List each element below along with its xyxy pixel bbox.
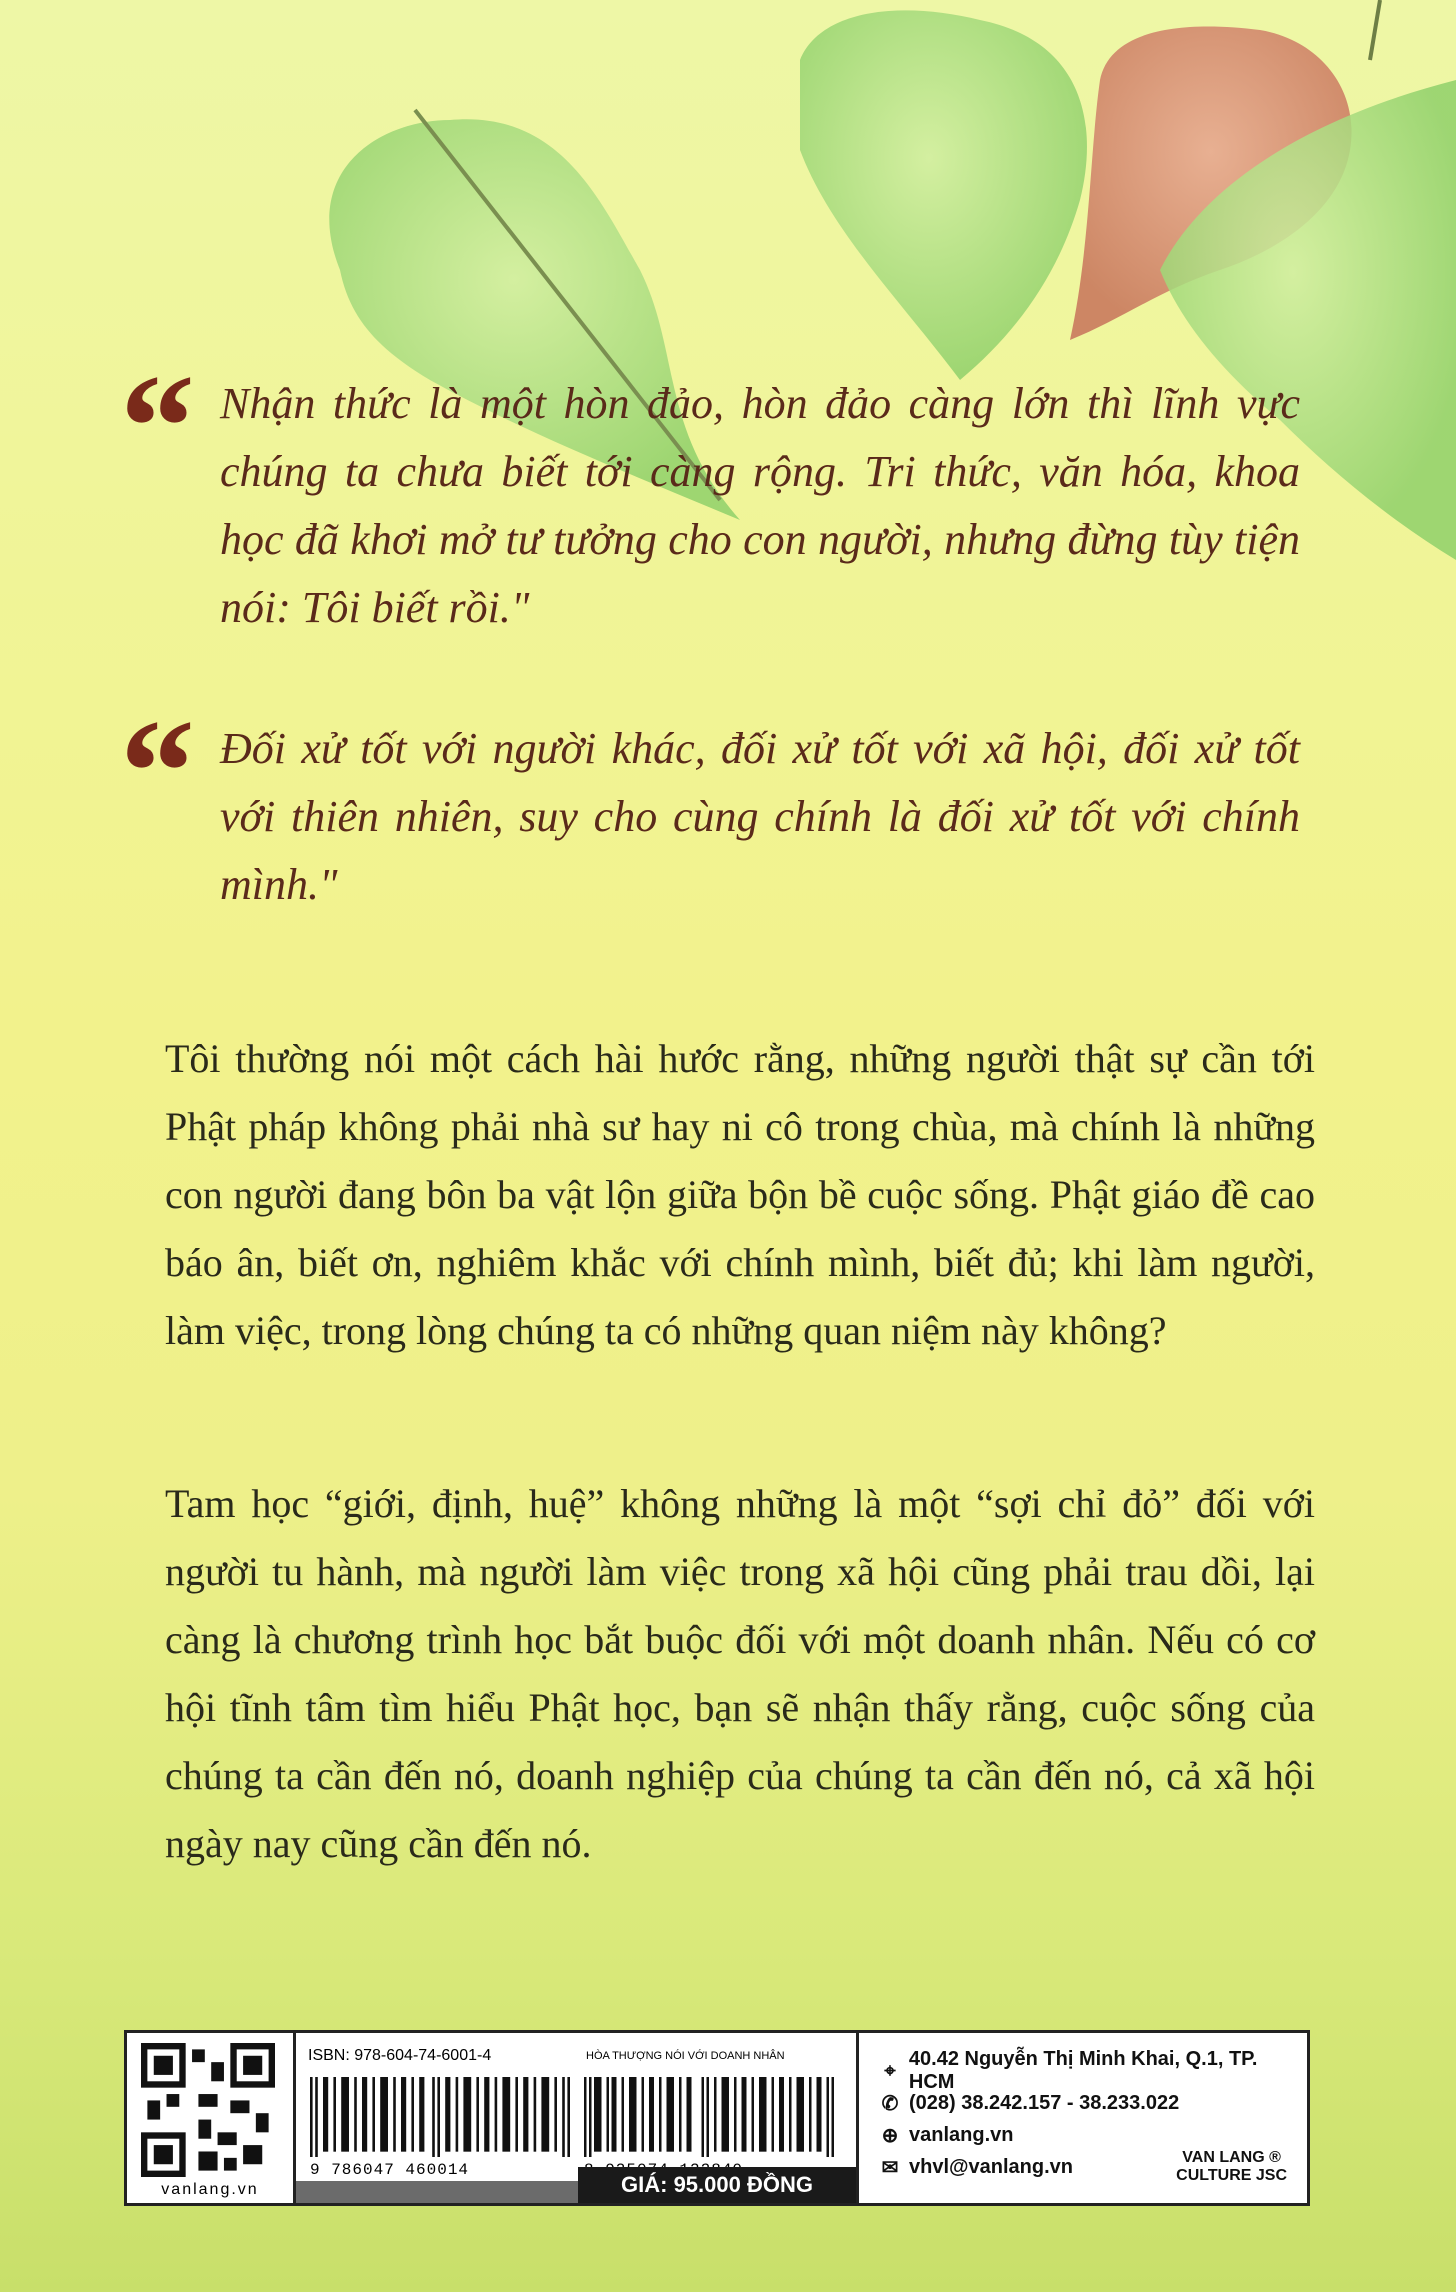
qr-code-icon xyxy=(141,2043,275,2177)
barcode-section xyxy=(296,2033,859,2203)
isbn-barcode-number: 9 786047 460014 xyxy=(310,2161,470,2179)
website-text: vanlang.vn xyxy=(909,2123,1014,2146)
mail-icon: ✉ xyxy=(881,2156,899,2179)
price-label: GIÁ: 95.000 ĐỒNG xyxy=(578,2167,856,2203)
brand-line-1: VAN LANG ® xyxy=(1182,2149,1281,2166)
quote-text: Nhận thức là một hòn đảo, hòn đảo càng lớn thì lĩnh vực chúng ta chưa biết tới càng rộng. Tri thức, văn hóa, khoa học đã khơi mở tư tưởng cho con người, nhưng đừng tùy tiện nói: Tôi biết rồi." xyxy=(220,379,1300,632)
qr-label: vanlang.vn xyxy=(161,2181,259,2198)
isbn-text: ISBN: 978-604-74-6001-4 xyxy=(308,2047,492,2064)
globe-icon: ⊕ xyxy=(881,2124,899,2147)
isbn-barcode xyxy=(310,2077,570,2157)
price-strip-decoration xyxy=(296,2181,578,2203)
address-row xyxy=(877,2048,1307,2093)
publisher-info-bar xyxy=(124,2030,1310,2206)
email-text: vhvl@vanlang.vn xyxy=(909,2155,1073,2178)
quote-mark-icon: “ xyxy=(120,689,195,855)
phone-text: (028) 38.242.157 - 38.233.022 xyxy=(909,2091,1180,2114)
paragraph-2: Tam học “giới, định, huệ” không những là một “sợi chỉ đỏ” đối với người tu hành, mà người làm việc trong xã hội cũng phải trau dồi, lại càng là chương trình học bắt buộc đối với một doanh nhân. Nếu có cơ hội tĩnh tâm tìm hiểu Phật học, bạn sẽ nhận thấy rằng, cuộc sống của chúng ta cần đến nó, doanh nghiệp của chúng ta cần đến nó, cả xã hội ngày nay cũng cần đến nó. xyxy=(165,1481,1315,1866)
quote-text: Đối xử tốt với người khác, đối xử tốt với xã hội, đối xử tốt với thiên nhiên, suy cho cùng chính là đối xử tốt với chính mình." xyxy=(220,724,1300,909)
quote-block-1 xyxy=(120,344,1300,642)
qr-section xyxy=(127,2033,296,2203)
brand-line-2: CULTURE JSC xyxy=(1176,2167,1287,2184)
quote-mark-icon: “ xyxy=(120,344,195,510)
book-title-small: HÒA THƯỢNG NÓI VỚI DOANH NHÂN xyxy=(586,2050,785,2062)
quote-block-2 xyxy=(120,689,1300,919)
publisher-logo xyxy=(1176,2149,1287,2185)
product-barcode xyxy=(584,2077,834,2157)
address-text: 40.42 Nguyễn Thị Minh Khai, Q.1, TP. HCM xyxy=(908,2048,1258,2093)
website-row xyxy=(877,2119,1307,2151)
contact-section xyxy=(859,2033,1307,2203)
location-pin-icon: ⌖ xyxy=(884,2059,896,2082)
paragraph-1: Tôi thường nói một cách hài hước rằng, những người thật sự cần tới Phật pháp không phải nhà sư hay ni cô trong chùa, mà chính là những con người đang bôn ba vật lộn giữa bộn bề cuộc sống. Phật giáo đề cao báo ân, biết ơn, nghiêm khắc với chính mình, biết đủ; khi làm người, làm việc, trong lòng chúng ta có những quan niệm này không? xyxy=(165,1036,1315,1353)
phone-icon: ✆ xyxy=(881,2092,899,2115)
